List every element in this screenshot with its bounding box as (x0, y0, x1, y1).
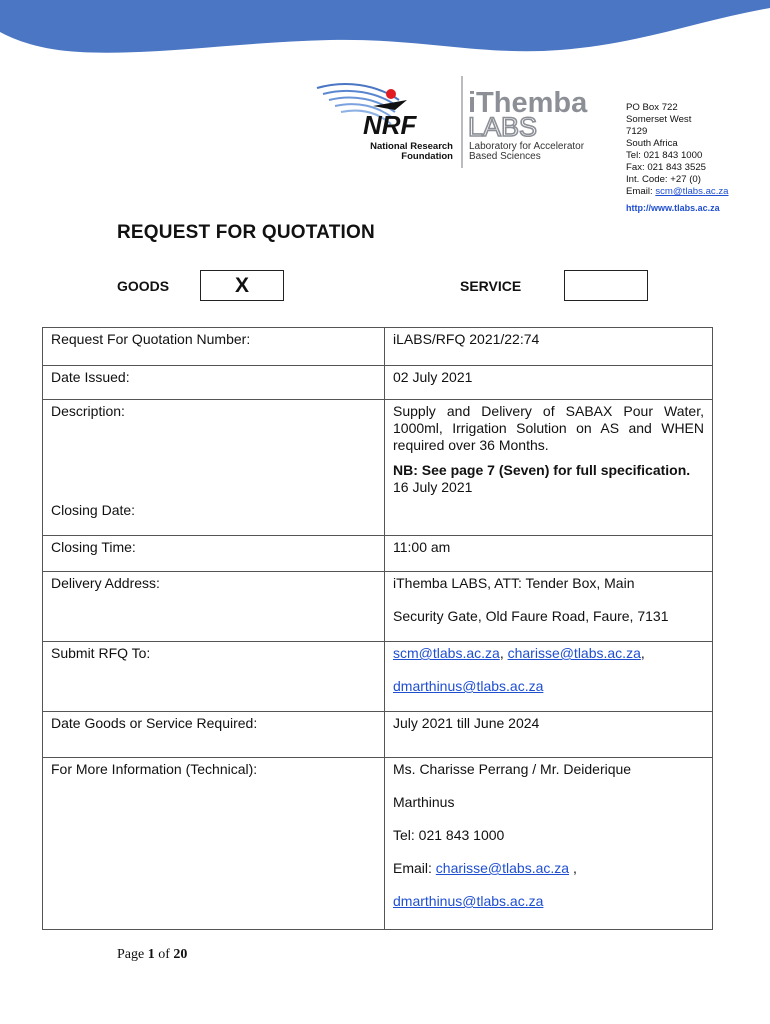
submit-rfq-cell (385, 642, 713, 712)
address-fax: Fax: 021 843 3525 (626, 162, 707, 173)
more-info-cell (385, 758, 713, 930)
contact-email-link[interactable]: dmarthinus@tlabs.ac.za (393, 893, 544, 909)
closing-date-value: 16 July 2021 (393, 479, 473, 495)
description-value: Supply and Delivery of SABAX Pour Water, 1000ml, Irrigation Solution on AS and WHEN required over 36 Months. (393, 403, 704, 453)
delivery-address-label: Delivery Address: (43, 572, 385, 642)
submit-email-link[interactable]: scm@tlabs.ac.za (393, 645, 500, 661)
address-line: South Africa (626, 138, 678, 149)
ithemba-wordmark: iThemba (468, 87, 588, 119)
labs-wordmark: LABS (468, 112, 538, 142)
ithemba-subtitle-line1: Laboratory for Accelerator (469, 141, 585, 152)
delivery-address-line1: iThemba LABS, ATT: Tender Box, Main (393, 575, 635, 591)
contact-names-line2: Marthinus (393, 794, 455, 810)
email-separator: , (640, 645, 645, 661)
description-value-cell (385, 400, 713, 536)
date-required-label: Date Goods or Service Required: (43, 712, 385, 758)
table-row (43, 642, 713, 712)
goods-checkbox[interactable]: X (200, 270, 284, 301)
table-row (43, 328, 713, 366)
address-email-row (626, 186, 729, 198)
nrf-ithemba-logo (315, 72, 615, 172)
page-word: Page (117, 947, 145, 962)
website-link[interactable]: http://www.tlabs.ac.za (626, 203, 720, 213)
page-total: 20 (173, 947, 188, 962)
address-email-link[interactable]: scm@tlabs.ac.za (655, 186, 729, 197)
submit-rfq-label: Submit RFQ To: (43, 642, 385, 712)
nrf-wordmark: NRF (363, 110, 417, 140)
description-cell (43, 400, 385, 536)
page-of: of (158, 947, 170, 962)
address-email-label: Email: (626, 186, 653, 197)
rfq-details-table (42, 327, 713, 930)
document-title: REQUEST FOR QUOTATION (117, 222, 375, 243)
address-int-code: Int. Code: +27 (0) (626, 174, 701, 185)
contact-email-row (393, 860, 704, 877)
description-label: Description: (51, 403, 125, 419)
page-number (117, 947, 187, 963)
date-required-value: July 2021 till June 2024 (385, 712, 713, 758)
table-row (43, 712, 713, 758)
header-wave-decoration (0, 0, 770, 70)
closing-time-label: Closing Time: (43, 536, 385, 572)
nrf-name-line1: National Research (370, 141, 453, 152)
goods-label: GOODS (117, 278, 170, 294)
closing-date-label: Closing Date: (51, 502, 136, 518)
table-row (43, 758, 713, 930)
service-label: SERVICE (460, 278, 522, 294)
page-current: 1 (147, 947, 155, 962)
delivery-address-cell (385, 572, 713, 642)
address-tel: Tel: 021 843 1000 (626, 150, 703, 161)
address-line: Somerset West (626, 114, 692, 125)
rfq-number-value: iLABS/RFQ 2021/22:74 (385, 328, 713, 366)
email-separator: , (499, 645, 508, 661)
delivery-address-line2: Security Gate, Old Faure Road, Faure, 7131 (393, 608, 669, 624)
description-note: NB: See page 7 (Seven) for full specification. (393, 462, 691, 478)
closing-time-value: 11:00 am (385, 536, 713, 572)
more-info-label: For More Information (Technical): (43, 758, 385, 930)
table-row (43, 536, 713, 572)
contact-tel: Tel: 021 843 1000 (393, 827, 505, 843)
table-row (43, 572, 713, 642)
contact-email-label: Email: (393, 860, 436, 876)
address-line: PO Box 722 (626, 102, 678, 113)
ithemba-subtitle-line2: Based Sciences (469, 151, 541, 162)
contact-names-line1: Ms. Charisse Perrang / Mr. Deiderique (393, 761, 632, 777)
contact-address-block (626, 102, 729, 214)
table-row (43, 366, 713, 400)
submit-emails-line1 (393, 645, 704, 662)
submit-email-link[interactable]: charisse@tlabs.ac.za (507, 645, 641, 661)
date-issued-label: Date Issued: (43, 366, 385, 400)
nrf-name-line2: Foundation (401, 151, 453, 162)
email-separator: , (569, 860, 577, 876)
service-checkbox[interactable] (564, 270, 648, 301)
address-line: 7129 (626, 126, 648, 137)
table-row (43, 400, 713, 536)
contact-email-link[interactable]: charisse@tlabs.ac.za (435, 860, 570, 876)
submit-email-link[interactable]: dmarthinus@tlabs.ac.za (393, 678, 544, 694)
rfq-number-label: Request For Quotation Number: (43, 328, 385, 366)
date-issued-value: 02 July 2021 (385, 366, 713, 400)
